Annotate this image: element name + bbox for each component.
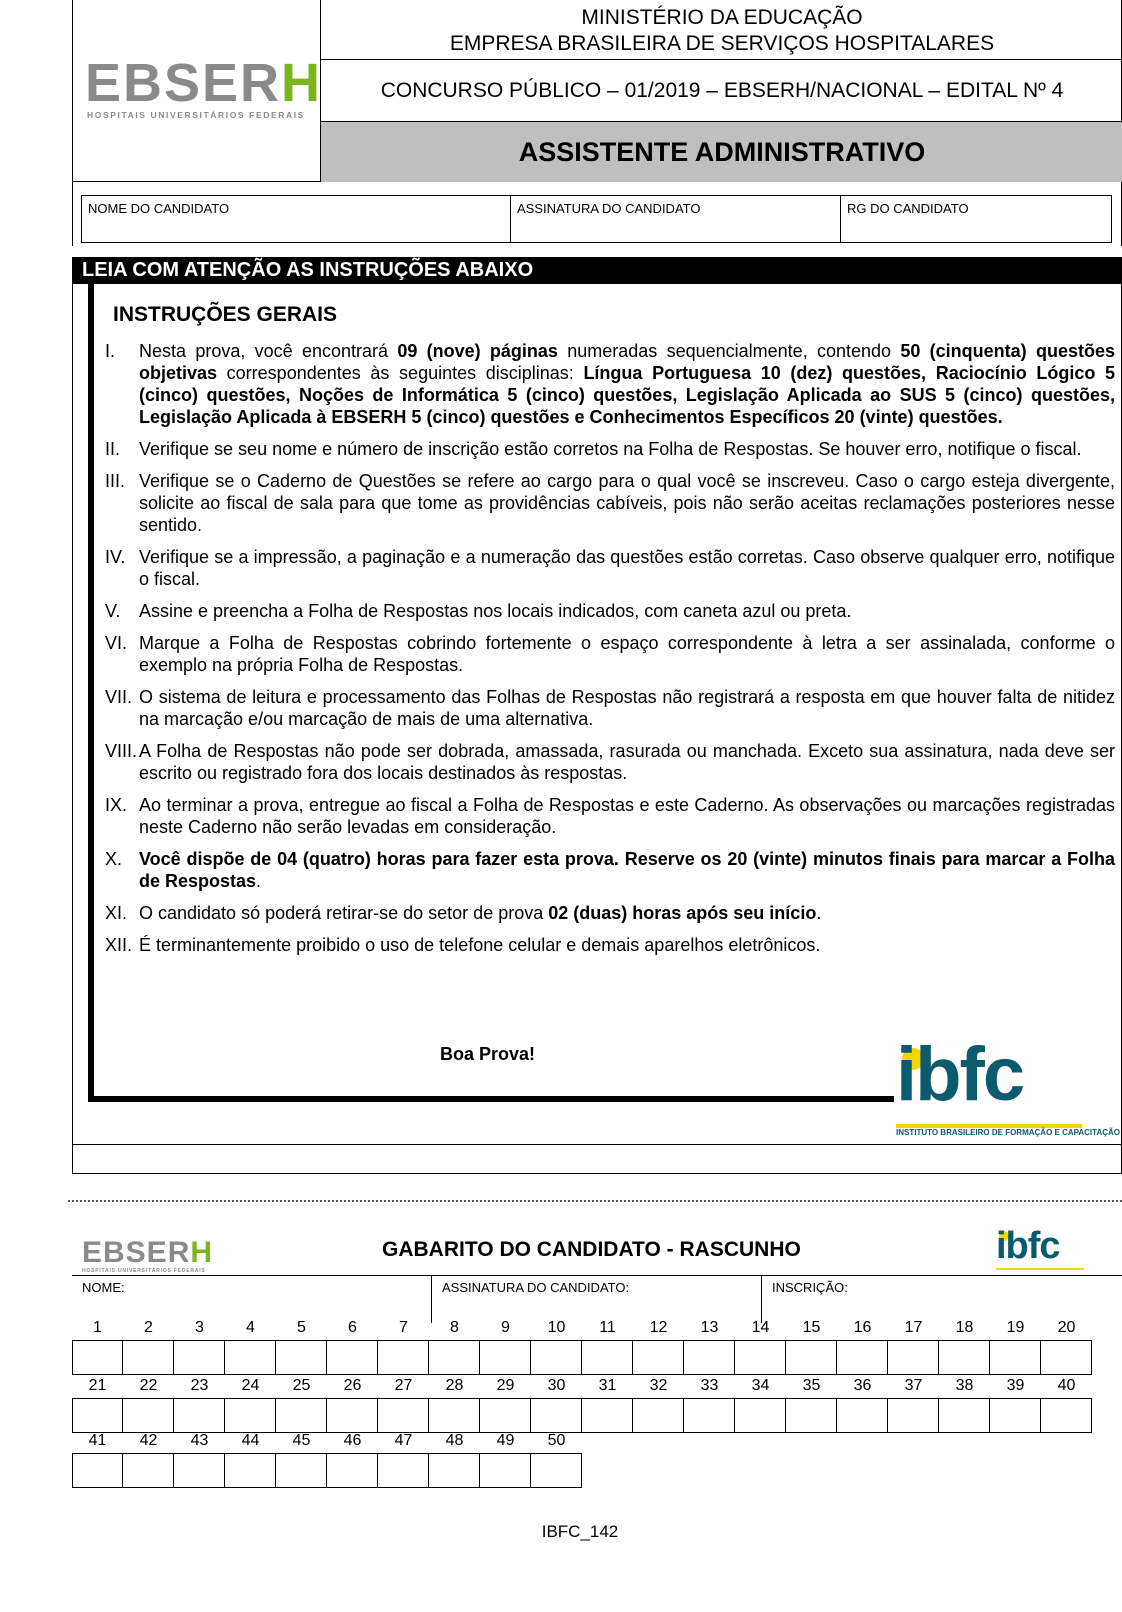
instructions-bottom-border	[88, 1096, 894, 1102]
answer-cell	[174, 1374, 225, 1433]
gabarito-title: GABARITO DO CANDIDATO - RASCUNHO	[382, 1238, 801, 1261]
question-number: 37	[904, 1377, 923, 1394]
answer-box[interactable]	[174, 1453, 225, 1488]
company-name: EMPRESA BRASILEIRA DE SERVIÇOS HOSPITALARES	[449, 32, 995, 55]
answer-box[interactable]	[174, 1340, 225, 1375]
logo-text-green: H	[281, 53, 323, 113]
instruction-text: .	[256, 871, 262, 891]
answer-cell	[939, 1316, 990, 1375]
instruction-item	[105, 632, 1115, 676]
question-number: 3	[195, 1319, 204, 1336]
question-number: 23	[190, 1377, 209, 1394]
organization-cell	[321, 0, 1122, 60]
ebserh-logo	[85, 53, 323, 113]
instructions-list	[105, 340, 1115, 966]
gabarito-ebserh-logo	[82, 1238, 213, 1274]
ministry-name: MINISTÉRIO DA EDUCAÇÃO	[581, 6, 863, 29]
answer-box[interactable]	[429, 1453, 480, 1488]
instructions-title: INSTRUÇÕES GERAIS	[113, 303, 338, 326]
question-number: 30	[547, 1377, 566, 1394]
logo-text-gray: EBSER	[85, 53, 282, 113]
answer-box[interactable]	[786, 1340, 837, 1375]
instruction-text: 50 (cinquenta) questões objetivas	[139, 341, 1115, 383]
question-number: 33	[700, 1377, 719, 1394]
question-number: 6	[348, 1319, 357, 1336]
question-number: 31	[598, 1377, 617, 1394]
instruction-text: .	[816, 903, 822, 923]
question-number: 45	[292, 1432, 311, 1449]
gabarito-name-label: NOME:	[82, 1280, 125, 1295]
answer-cell	[174, 1316, 225, 1375]
question-number: 14	[751, 1319, 770, 1336]
question-number: 40	[1057, 1377, 1076, 1394]
answer-cell	[123, 1429, 174, 1488]
answer-cell	[276, 1429, 327, 1488]
answer-box[interactable]	[837, 1398, 888, 1433]
closing-message: Boa Prova!	[440, 1044, 536, 1064]
answer-box[interactable]	[531, 1453, 582, 1488]
answer-box[interactable]	[378, 1340, 429, 1375]
answer-box[interactable]	[327, 1340, 378, 1375]
question-number: 42	[139, 1432, 158, 1449]
answer-box[interactable]	[123, 1340, 174, 1375]
answer-cell	[480, 1316, 531, 1375]
answer-box[interactable]	[225, 1398, 276, 1433]
answer-cell	[735, 1316, 786, 1375]
gabarito-ibfc-underline	[996, 1268, 1084, 1270]
answer-cell	[378, 1316, 429, 1375]
answer-box[interactable]	[633, 1340, 684, 1375]
instruction-item	[105, 902, 1115, 924]
instruction-text: Marque a Folha de Respostas cobrindo fortemente o espaço correspondente à letra a ser assinalada, conforme o exemplo na própria Folha de Respostas.	[139, 633, 1115, 675]
answer-cell	[429, 1316, 480, 1375]
gabarito-signature-label: ASSINATURA DO CANDIDATO:	[442, 1280, 630, 1295]
ibfc-logo-word: ibfc	[896, 1032, 1024, 1117]
answer-box[interactable]	[990, 1340, 1041, 1375]
question-number: 38	[955, 1377, 974, 1394]
answer-cell	[480, 1429, 531, 1488]
question-number: 50	[547, 1432, 566, 1449]
question-number: 9	[501, 1319, 510, 1336]
answer-cell	[786, 1316, 837, 1375]
instruction-number: X.	[105, 849, 123, 869]
answer-box[interactable]	[837, 1340, 888, 1375]
gabarito-logo-green: H	[190, 1236, 214, 1269]
footer-code: IBFC_142	[541, 1522, 619, 1541]
instruction-text: Verifique se o Caderno de Questões se refere ao cargo para o qual você se inscreveu. Caso o cargo esteja divergente, solicite ao fiscal de sala para que tome as providências cabíveis, pois não serão aceitas reclamações posteriores nesse sentido.	[139, 471, 1115, 535]
instruction-text: 02 (duas) horas após seu início	[548, 903, 817, 923]
question-number: 47	[394, 1432, 413, 1449]
answer-box[interactable]	[429, 1340, 480, 1375]
instruction-number: IX.	[105, 795, 128, 815]
question-number: 25	[292, 1377, 311, 1394]
instructions-left-border	[88, 284, 94, 1102]
answer-box[interactable]	[276, 1453, 327, 1488]
question-number: 20	[1057, 1319, 1076, 1336]
instruction-text: Você dispõe de 04 (quatro) horas para fazer esta prova. Reserve os 20 (vinte) minutos finais para marcar a Folha de Respostas	[139, 849, 1115, 891]
question-number: 29	[496, 1377, 515, 1394]
gabarito-ibfc-word: ibfc	[996, 1225, 1060, 1267]
ebserh-logo-cell	[73, 0, 321, 182]
instruction-number: VI.	[105, 633, 128, 653]
answer-box[interactable]	[225, 1340, 276, 1375]
answer-cell	[276, 1316, 327, 1375]
instruction-text: Nesta prova, você encontrará	[139, 341, 398, 361]
question-number: 2	[144, 1319, 153, 1336]
answer-cell	[72, 1429, 123, 1488]
question-number: 13	[700, 1319, 719, 1336]
instruction-item	[105, 848, 1115, 892]
instruction-item	[105, 438, 1115, 460]
instruction-number: III.	[105, 471, 126, 491]
question-number: 15	[802, 1319, 821, 1336]
instruction-text: A Folha de Respostas não pode ser dobrada, amassada, rasurada ou manchada. Exceto sua assinatura, nada deve ser escrito ou registrado fora dos locais destinados às respostas.	[139, 741, 1115, 783]
question-number: 12	[649, 1319, 668, 1336]
gabarito-logo-tagline: HOSPITAIS UNIVERSITÁRIOS FEDERAIS	[82, 1268, 206, 1274]
answer-cell	[72, 1316, 123, 1375]
question-number: 39	[1006, 1377, 1025, 1394]
instruction-number: VII.	[105, 687, 133, 707]
question-number: 7	[399, 1319, 408, 1336]
instruction-number: XII.	[105, 935, 133, 955]
answer-cell	[378, 1429, 429, 1488]
answer-box[interactable]	[429, 1398, 480, 1433]
gabarito-registration-label: INSCRIÇÃO:	[772, 1280, 848, 1295]
instruction-text: Assine e preencha a Folha de Respostas nos locais indicados, com caneta azul ou preta.	[139, 601, 852, 621]
question-number: 21	[88, 1377, 107, 1394]
instruction-number: V.	[105, 601, 121, 621]
question-number: 10	[547, 1319, 566, 1336]
candidate-signature-field[interactable]	[511, 196, 841, 242]
question-number: 19	[1006, 1319, 1025, 1336]
ibfc-logo	[896, 1032, 1120, 1140]
answer-box[interactable]	[225, 1453, 276, 1488]
answer-box[interactable]	[123, 1453, 174, 1488]
answer-cell	[786, 1374, 837, 1433]
answer-box[interactable]	[1041, 1398, 1092, 1433]
answer-cell	[684, 1316, 735, 1375]
answer-box[interactable]	[480, 1340, 531, 1375]
answer-cell	[225, 1429, 276, 1488]
question-number: 41	[88, 1432, 107, 1449]
answer-box[interactable]	[378, 1453, 429, 1488]
instructions-footer-strip	[72, 1144, 1122, 1174]
answer-box[interactable]	[888, 1398, 939, 1433]
exam-header	[72, 0, 1122, 182]
answer-cell	[1041, 1316, 1092, 1375]
instruction-text: correspondentes às seguintes disciplinas:	[217, 363, 584, 383]
question-number: 5	[297, 1319, 306, 1336]
answer-box[interactable]	[684, 1340, 735, 1375]
instruction-number: I.	[105, 341, 116, 361]
instruction-text: O sistema de leitura e processamento das Folhas de Respostas não registrará a resposta em que houver falta de nitidez na marcação e/ou marcação de mais de uma alternativa.	[139, 687, 1115, 729]
answer-box[interactable]	[174, 1398, 225, 1433]
candidate-name-field[interactable]	[82, 196, 511, 242]
question-number: 24	[241, 1377, 260, 1394]
instruction-number: II.	[105, 439, 121, 459]
answer-box[interactable]	[990, 1398, 1041, 1433]
question-number: 46	[343, 1432, 362, 1449]
instruction-item	[105, 934, 1115, 956]
answer-cell	[837, 1374, 888, 1433]
question-number: 17	[904, 1319, 923, 1336]
answer-box[interactable]	[531, 1340, 582, 1375]
answer-cell	[531, 1374, 582, 1433]
answer-box[interactable]	[72, 1398, 123, 1433]
instruction-text: Ao terminar a prova, entregue ao fiscal a Folha de Respostas e este Caderno. As observações ou marcações registradas neste Caderno não serão levadas em consideração.	[139, 795, 1115, 837]
answer-cell	[327, 1316, 378, 1375]
instruction-item	[105, 340, 1115, 428]
question-number: 36	[853, 1377, 872, 1394]
candidate-signature-label: ASSINATURA DO CANDIDATO	[517, 201, 701, 216]
answer-box[interactable]	[888, 1340, 939, 1375]
candidate-rg-label: RG DO CANDIDATO	[847, 201, 969, 216]
question-number: 43	[190, 1432, 209, 1449]
answer-box[interactable]	[939, 1340, 990, 1375]
answer-cell	[480, 1374, 531, 1433]
answer-box[interactable]	[327, 1398, 378, 1433]
answer-box[interactable]	[531, 1398, 582, 1433]
answer-cell	[582, 1374, 633, 1433]
instruction-text: Verifique se seu nome e número de inscrição estão corretos na Folha de Respostas. Se houver erro, notifique o fiscal.	[139, 439, 1082, 459]
instructions-banner: LEIA COM ATENÇÃO AS INSTRUÇÕES ABAIXO	[72, 257, 1122, 284]
answer-cell	[735, 1374, 786, 1433]
instruction-item	[105, 740, 1115, 784]
answer-cell	[378, 1374, 429, 1433]
answer-box[interactable]	[582, 1398, 633, 1433]
answer-box[interactable]	[735, 1340, 786, 1375]
answer-cell	[225, 1374, 276, 1433]
question-number: 11	[599, 1319, 616, 1336]
answer-box[interactable]	[939, 1398, 990, 1433]
answer-cell	[123, 1316, 174, 1375]
question-number: 26	[343, 1377, 362, 1394]
candidate-fields-row	[81, 195, 1112, 243]
answer-box[interactable]	[480, 1398, 531, 1433]
answer-box[interactable]	[582, 1340, 633, 1375]
answer-box[interactable]	[735, 1398, 786, 1433]
instruction-item	[105, 686, 1115, 730]
answer-cell	[123, 1374, 174, 1433]
question-number: 49	[496, 1432, 515, 1449]
answer-cell	[837, 1316, 888, 1375]
question-number: 18	[955, 1319, 974, 1336]
answer-cell	[429, 1374, 480, 1433]
answer-box[interactable]	[633, 1398, 684, 1433]
question-number: 4	[246, 1319, 255, 1336]
instruction-item	[105, 546, 1115, 590]
question-number: 35	[802, 1377, 821, 1394]
answer-box[interactable]	[276, 1398, 327, 1433]
role-title: ASSISTENTE ADMINISTRATIVO	[321, 122, 1122, 182]
question-number: 8	[450, 1319, 459, 1336]
instruction-text: 09 (nove) páginas	[397, 341, 558, 361]
question-number: 32	[649, 1377, 668, 1394]
question-number: 1	[93, 1319, 102, 1336]
answer-cell	[327, 1429, 378, 1488]
answer-cell	[939, 1374, 990, 1433]
question-number: 44	[241, 1432, 260, 1449]
question-number: 27	[394, 1377, 413, 1394]
answer-box[interactable]	[1041, 1340, 1092, 1375]
candidate-name-label: NOME DO CANDIDATO	[88, 201, 230, 216]
answer-cell	[72, 1374, 123, 1433]
question-number: 22	[139, 1377, 158, 1394]
answer-cell	[582, 1316, 633, 1375]
question-number: 34	[751, 1377, 770, 1394]
ibfc-logo-tagline: INSTITUTO BRASILEIRO DE FORMAÇÃO E CAPACITAÇÃO	[896, 1128, 1120, 1137]
instruction-item	[105, 470, 1115, 536]
answer-cell	[276, 1374, 327, 1433]
instruction-number: XI.	[105, 903, 128, 923]
logo-tagline: HOSPITAIS UNIVERSITÁRIOS FEDERAIS	[87, 110, 305, 120]
answer-cell	[327, 1374, 378, 1433]
answer-cell	[888, 1316, 939, 1375]
question-number: 28	[445, 1377, 464, 1394]
answer-cell	[990, 1374, 1041, 1433]
answer-cell	[633, 1316, 684, 1375]
answer-box[interactable]	[684, 1398, 735, 1433]
instruction-item	[105, 600, 1115, 622]
answer-box[interactable]	[123, 1398, 174, 1433]
instruction-number: IV.	[105, 547, 126, 567]
answer-box[interactable]	[378, 1398, 429, 1433]
question-number: 48	[445, 1432, 464, 1449]
gabarito-logo-gray: EBSER	[82, 1236, 191, 1269]
answer-cell	[633, 1374, 684, 1433]
candidate-rg-field[interactable]	[841, 196, 1111, 242]
answer-box[interactable]	[327, 1453, 378, 1488]
instruction-item	[105, 794, 1115, 838]
instruction-text: O candidato só poderá retirar-se do setor de prova	[139, 903, 549, 923]
answer-box[interactable]	[72, 1340, 123, 1375]
answer-box[interactable]	[480, 1453, 531, 1488]
answer-box[interactable]	[72, 1453, 123, 1488]
answer-box[interactable]	[276, 1340, 327, 1375]
question-number: 16	[853, 1319, 872, 1336]
answer-cell	[531, 1316, 582, 1375]
answer-box[interactable]	[786, 1398, 837, 1433]
instruction-text: É terminantemente proibido o uso de telefone celular e demais aparelhos eletrônicos.	[139, 935, 821, 955]
instruction-text: Verifique se a impressão, a paginação e a numeração das questões estão corretas. Caso observe qualquer erro, notifique o fiscal.	[139, 547, 1115, 589]
contest-title: CONCURSO PÚBLICO – 01/2019 – EBSERH/NACIONAL – EDITAL Nº 4	[321, 60, 1122, 122]
cut-line	[68, 1200, 1122, 1202]
answer-cell	[1041, 1374, 1092, 1433]
instruction-text: Língua Portuguesa 10 (dez) questões, Raciocínio Lógico 5 (cinco) questões, Noções de Informática 5 (cinco) questões, Legislação Aplicada ao SUS 5 (cinco) questões, Legislação Aplicada à EBSERH 5 (cinco) questões e Conhecimentos Específicos 20 (vinte) questões.	[139, 363, 1115, 427]
answer-cell	[888, 1374, 939, 1433]
answer-cell	[531, 1429, 582, 1488]
answer-cell	[684, 1374, 735, 1433]
instruction-text: numeradas sequencialmente, contendo	[557, 341, 901, 361]
instruction-number: VIII.	[105, 741, 138, 761]
answer-cell	[225, 1316, 276, 1375]
gabarito-ibfc-logo	[996, 1225, 1086, 1274]
answer-cell	[174, 1429, 225, 1488]
answer-cell	[429, 1429, 480, 1488]
answer-cell	[990, 1316, 1041, 1375]
